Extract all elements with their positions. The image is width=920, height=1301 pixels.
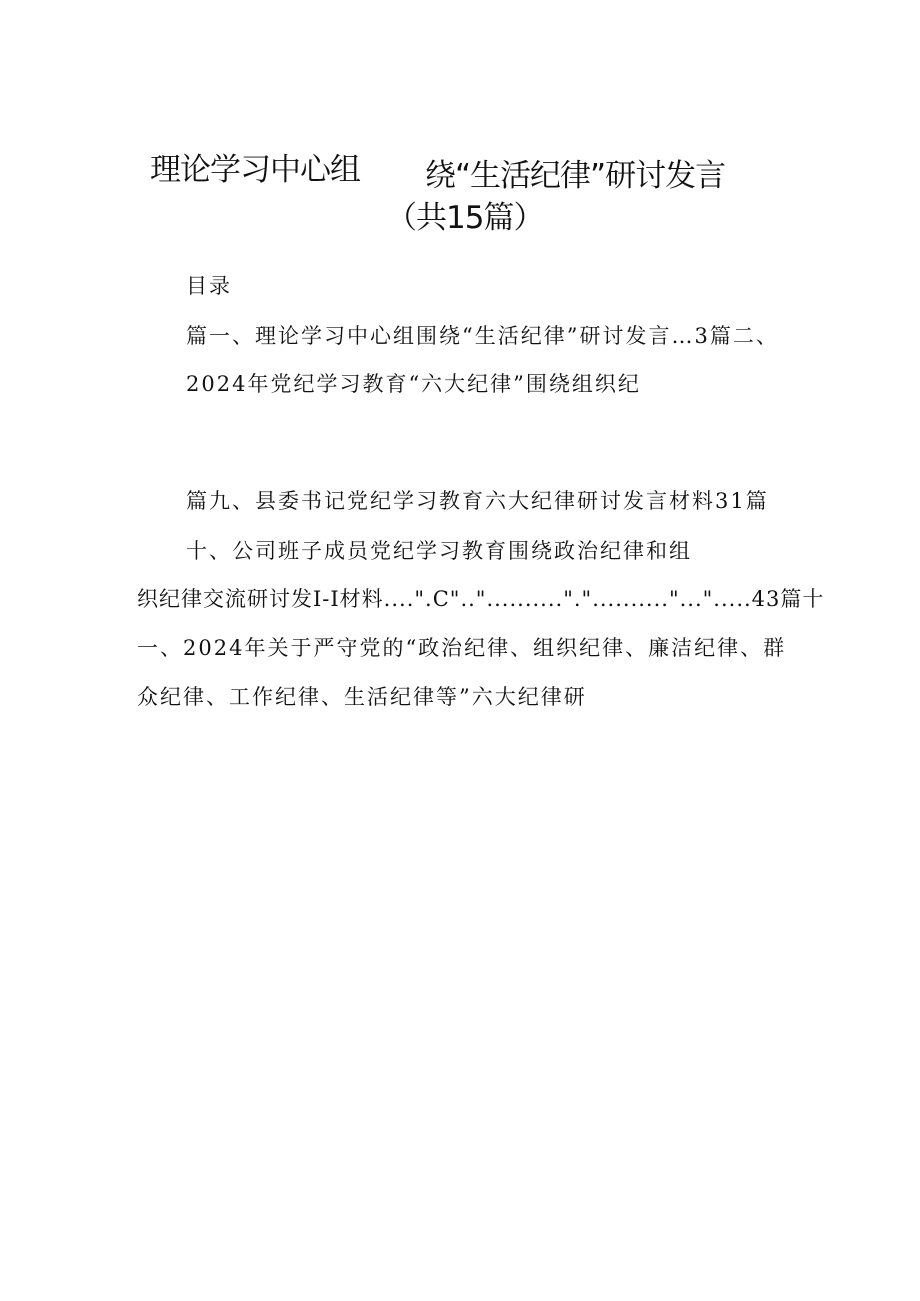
toc-line: 2024年党纪学习教育“六大纪律”围绕组织纪 [186,372,641,396]
toc-line: 十、公司班子成员党纪学习教育围绕政治纪律和组 [186,539,692,563]
document-title-part-2: 绕“生活纪律”研讨发言 [425,158,726,194]
document-title-part-1: 理论学习中心组 [150,152,360,188]
toc-line: 篇一、理论学习中心组围绕“生活纪律”研讨发言…3篇二、 [186,324,779,348]
toc-heading: 目录 [186,274,232,298]
toc-line: 众纪律、工作纪律、生活纪律等”六大纪律研 [137,685,587,709]
toc-line: 篇九、县委书记党纪学习教育六大纪律研讨发言材料31篇 [186,489,769,513]
toc-line: 织纪律交流研讨发I-I材料....".C".."..........".".........."...".....43篇十 [137,587,825,611]
toc-line: 一、2024年关于严守党的“政治纪律、组织纪律、廉洁纪律、群 [137,636,787,660]
document-subtitle: （共15篇） [386,200,544,236]
